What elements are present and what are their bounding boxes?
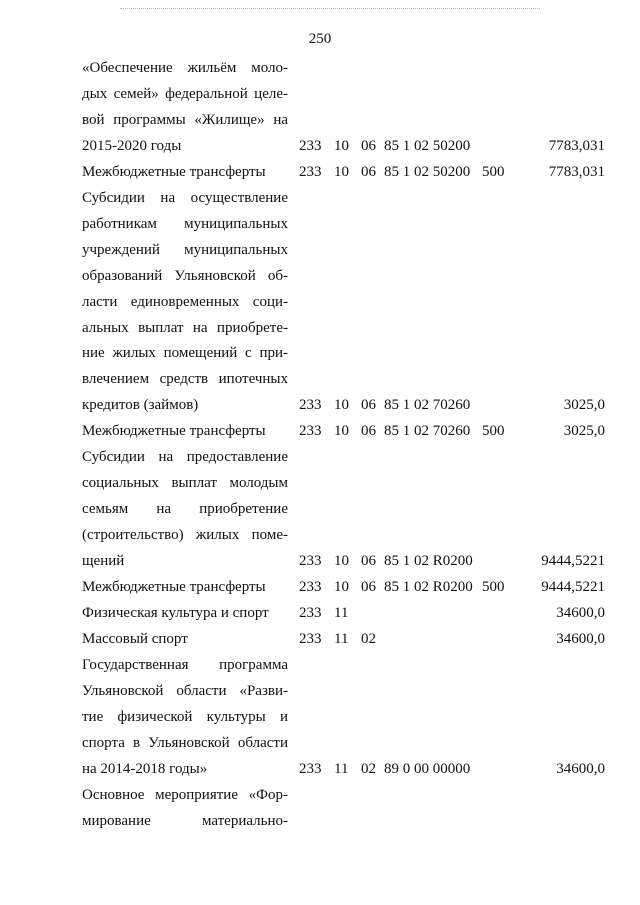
table-row bbox=[0, 496, 640, 522]
table-row bbox=[0, 392, 640, 418]
row-description: Межбюджетные трансферты bbox=[82, 423, 266, 440]
row-subsection-code: 06 bbox=[361, 423, 376, 440]
row-subsection-code: 06 bbox=[361, 397, 376, 414]
table-row bbox=[0, 185, 640, 211]
row-description: альных выплат на приобрете- bbox=[82, 319, 288, 336]
row-target-article-code: 85 1 02 70260 bbox=[384, 423, 471, 440]
row-grbs-code: 233 bbox=[299, 423, 322, 440]
table-row bbox=[0, 782, 640, 808]
row-amount: 34600,0 bbox=[556, 630, 605, 647]
row-section-code: 11 bbox=[334, 630, 349, 647]
row-section-code: 10 bbox=[334, 553, 349, 570]
table-row bbox=[0, 548, 640, 574]
row-section-code: 11 bbox=[334, 604, 349, 621]
row-target-article-code: 85 1 02 R0200 bbox=[384, 579, 473, 595]
row-description: Субсидии на предоставление bbox=[82, 449, 288, 466]
row-amount: 9444,5221 bbox=[541, 579, 605, 595]
row-target-article-code: 89 0 00 00000 bbox=[384, 760, 471, 777]
table-row bbox=[0, 366, 640, 392]
row-subsection-code: 06 bbox=[361, 163, 376, 180]
row-subsection-code: 06 bbox=[361, 579, 376, 595]
row-description: тие физической культуры и bbox=[82, 708, 288, 725]
scan-artifact-dots bbox=[120, 8, 540, 11]
row-amount: 7783,031 bbox=[548, 163, 605, 180]
row-description: ласти единовременных соци- bbox=[82, 293, 288, 310]
row-description: дых семей» федеральной целе- bbox=[82, 85, 288, 102]
table-row bbox=[0, 756, 640, 782]
row-grbs-code: 233 bbox=[299, 553, 322, 570]
row-description: Межбюджетные трансферты bbox=[82, 163, 266, 180]
row-target-article-code: 85 1 02 50200 bbox=[384, 137, 471, 154]
table-row bbox=[0, 600, 640, 626]
row-description: Субсидии на осуществление bbox=[82, 189, 288, 206]
row-amount: 9444,5221 bbox=[541, 553, 605, 570]
table-row bbox=[0, 470, 640, 496]
row-description: образований Ульяновской об- bbox=[82, 267, 288, 284]
row-subsection-code: 06 bbox=[361, 553, 376, 570]
table-row bbox=[0, 652, 640, 678]
row-grbs-code: 233 bbox=[299, 397, 322, 414]
row-amount: 34600,0 bbox=[556, 604, 605, 621]
row-description: на 2014-2018 годы» bbox=[82, 760, 208, 777]
row-amount: 3025,0 bbox=[563, 423, 605, 440]
table-row bbox=[0, 730, 640, 756]
row-section-code: 10 bbox=[334, 579, 349, 595]
row-description: щений bbox=[82, 553, 125, 570]
row-description: Ульяновской области «Разви- bbox=[82, 682, 288, 699]
row-description: семьям на приобретение bbox=[82, 501, 288, 518]
row-description: ние жилых помещений с при- bbox=[82, 345, 288, 362]
row-description: спорта в Ульяновской области bbox=[82, 734, 288, 751]
table-row bbox=[0, 289, 640, 315]
row-description: Физическая культура и спорт bbox=[82, 604, 269, 621]
row-description: Массовый спорт bbox=[82, 630, 188, 647]
row-description: кредитов (займов) bbox=[82, 397, 199, 414]
row-amount: 3025,0 bbox=[563, 397, 605, 414]
row-description: Межбюджетные трансферты bbox=[82, 579, 266, 595]
row-description: мирование материально- bbox=[82, 812, 288, 829]
table-row bbox=[0, 237, 640, 263]
row-target-article-code: 85 1 02 70260 bbox=[384, 397, 471, 414]
row-grbs-code: 233 bbox=[299, 630, 322, 647]
row-description: вой программы «Жилище» на bbox=[82, 111, 288, 128]
table-row bbox=[0, 263, 640, 289]
row-section-code: 10 bbox=[334, 163, 349, 180]
row-grbs-code: 233 bbox=[299, 760, 322, 777]
table-row bbox=[0, 574, 640, 600]
row-subsection-code: 02 bbox=[361, 630, 376, 647]
page-number: 250 bbox=[308, 31, 332, 47]
row-target-article-code: 85 1 02 R0200 bbox=[384, 553, 473, 570]
row-description: социальных выплат молодым bbox=[82, 475, 288, 492]
row-amount: 7783,031 bbox=[548, 137, 605, 154]
row-section-code: 10 bbox=[334, 423, 349, 440]
row-grbs-code: 233 bbox=[299, 163, 322, 180]
table-row bbox=[0, 107, 640, 133]
table-row bbox=[0, 159, 640, 185]
row-amount: 34600,0 bbox=[556, 760, 605, 777]
row-grbs-code: 233 bbox=[299, 604, 322, 621]
table-row bbox=[0, 418, 640, 444]
table-row bbox=[0, 55, 640, 81]
table-row bbox=[0, 678, 640, 704]
row-description: 2015-2020 годы bbox=[82, 137, 182, 154]
row-expense-type-code: 500 bbox=[482, 163, 505, 180]
table-row bbox=[0, 81, 640, 107]
table-row bbox=[0, 704, 640, 730]
table-row bbox=[0, 315, 640, 341]
row-description: влечением средств ипотечных bbox=[82, 371, 288, 388]
row-description: Государственная программа bbox=[82, 656, 288, 673]
row-expense-type-code: 500 bbox=[482, 423, 505, 440]
table-row bbox=[0, 133, 640, 159]
row-expense-type-code: 500 bbox=[482, 579, 505, 595]
table-row bbox=[0, 444, 640, 470]
table-row bbox=[0, 211, 640, 237]
row-grbs-code: 233 bbox=[299, 579, 322, 595]
row-section-code: 10 bbox=[334, 397, 349, 414]
row-section-code: 11 bbox=[334, 760, 349, 777]
row-description: Основное мероприятие «Фор- bbox=[82, 786, 288, 803]
row-description: «Обеспечение жильём моло- bbox=[82, 60, 288, 76]
row-subsection-code: 02 bbox=[361, 760, 376, 777]
row-description: учреждений муниципальных bbox=[82, 241, 288, 258]
row-subsection-code: 06 bbox=[361, 137, 376, 154]
table-row bbox=[0, 808, 640, 834]
row-target-article-code: 85 1 02 50200 bbox=[384, 163, 471, 180]
table-row bbox=[0, 626, 640, 652]
row-grbs-code: 233 bbox=[299, 137, 322, 154]
row-description: (строительство) жилых поме- bbox=[82, 527, 288, 544]
table-row bbox=[0, 340, 640, 366]
table-row bbox=[0, 522, 640, 548]
row-description: работникам муниципальных bbox=[82, 215, 288, 232]
row-section-code: 10 bbox=[334, 137, 349, 154]
